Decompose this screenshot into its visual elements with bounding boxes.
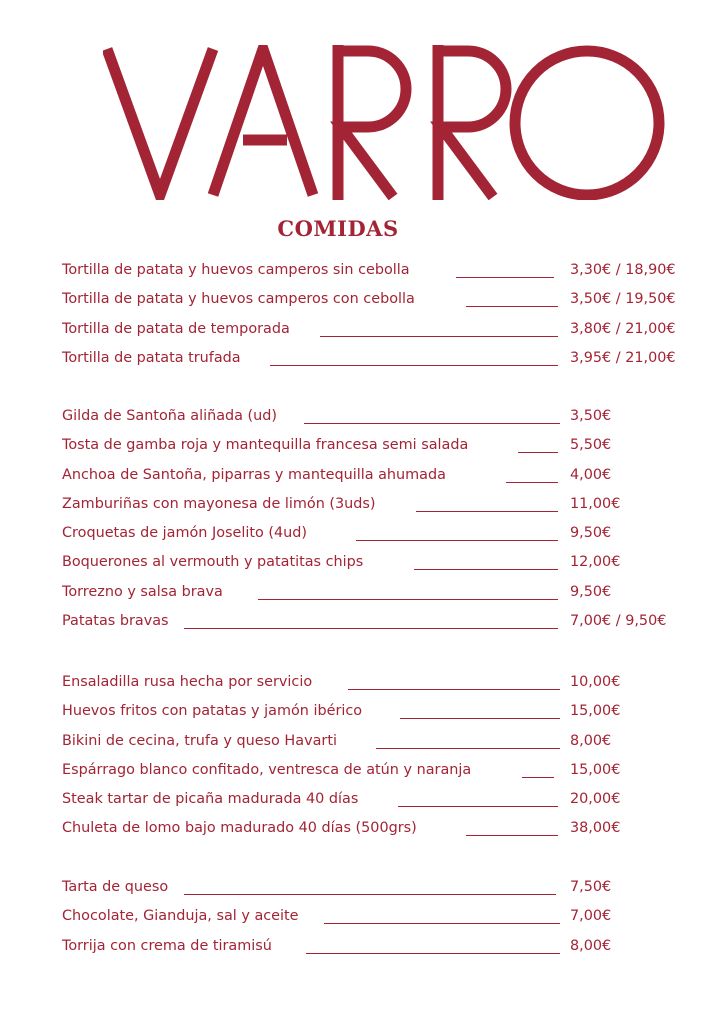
dotted-leader (258, 599, 558, 600)
menu-item (62, 348, 702, 377)
section-title: COMIDAS (277, 216, 399, 241)
menu-item (62, 260, 702, 289)
menu-group-postres (62, 877, 702, 965)
dotted-leader (184, 628, 558, 629)
menu-item (62, 611, 702, 640)
menu-item-price: 15,00€ (570, 761, 621, 778)
menu-item (62, 760, 702, 789)
dotted-leader (506, 482, 558, 483)
menu-item-price: 11,00€ (570, 495, 621, 512)
menu-item-name: Tortilla de patata trufada (62, 349, 241, 366)
menu-item (62, 936, 702, 965)
menu-item (62, 435, 702, 464)
dotted-leader (320, 336, 558, 337)
dotted-leader (304, 423, 560, 424)
dotted-leader (466, 306, 558, 307)
dotted-leader (398, 806, 558, 807)
menu-item-name: Ensaladilla rusa hecha por servicio (62, 674, 313, 690)
menu-item (62, 552, 702, 581)
menu-item (62, 523, 702, 552)
dotted-leader (416, 511, 558, 512)
dotted-leader (324, 923, 560, 924)
menu-item-name: Chuleta de lomo bajo madurado 40 días (500grs) (62, 820, 417, 837)
varro-logo (103, 45, 665, 200)
menu-item (62, 319, 702, 348)
menu-item-price: 15,00€ (570, 703, 621, 720)
menu-item-price: 10,00€ (570, 674, 621, 690)
dotted-leader (456, 277, 554, 278)
menu-item-price: 9,50€ (570, 525, 612, 542)
menu-item-price: 7,00€ / 9,50€ (570, 613, 667, 630)
menu-item-price: 7,00€ (570, 908, 612, 925)
menu-item (62, 701, 702, 730)
menu-item-price: 3,95€ / 21,00€ (570, 349, 676, 366)
menu-item-price: 3,30€ / 18,90€ (570, 262, 676, 278)
dotted-leader (518, 452, 558, 453)
menu-item-price: 3,50€ (570, 408, 612, 424)
menu-item (62, 465, 702, 494)
dotted-leader (306, 953, 560, 954)
menu-item-name: Gilda de Santoña aliñada (ud) (62, 408, 278, 424)
menu-item-price: 12,00€ (570, 554, 621, 571)
menu-item-price: 4,00€ (570, 466, 612, 483)
menu-item-name: Huevos fritos con patatas y jamón ibérico (62, 703, 363, 720)
menu-item (62, 818, 702, 847)
menu-item (62, 672, 702, 701)
menu-item-name: Croquetas de jamón Joselito (4ud) (62, 525, 308, 542)
menu-item (62, 582, 702, 611)
menu-item-price: 5,50€ (570, 437, 612, 454)
menu-item (62, 906, 702, 935)
menu-item-name: Espárrago blanco confitado, ventresca de atún y naranja (62, 761, 472, 778)
menu-item-name: Torrezno y salsa brava (62, 583, 223, 600)
menu-item-name: Patatas bravas (62, 613, 169, 630)
menu-item-name: Tortilla de patata y huevos camperos sin cebolla (62, 262, 410, 278)
menu-item (62, 406, 702, 435)
menu-item-name: Bikini de cecina, trufa y queso Havarti (62, 732, 337, 749)
menu-item (62, 494, 702, 523)
dotted-leader (466, 835, 558, 836)
varro-logo-mark (103, 45, 665, 200)
menu-item-price: 8,00€ (570, 732, 612, 749)
menu-item-price: 9,50€ (570, 583, 612, 600)
menu-item-price: 3,80€ / 21,00€ (570, 320, 676, 337)
menu-item (62, 731, 702, 760)
menu-item-price: 3,50€ / 19,50€ (570, 291, 676, 308)
menu-item-name: Tarta de queso (62, 879, 169, 895)
dotted-leader (270, 365, 558, 366)
menu-group-platos (62, 672, 702, 848)
dotted-leader (348, 689, 560, 690)
menu-item (62, 789, 702, 818)
dotted-leader (414, 569, 558, 570)
dotted-leader (184, 894, 556, 895)
menu-item-name: Zamburiñas con mayonesa de limón (3uds) (62, 495, 376, 512)
menu-item-name: Tortilla de patata de temporada (62, 320, 290, 337)
menu-item (62, 289, 702, 318)
dotted-leader (376, 748, 560, 749)
menu-item-name: Tortilla de patata y huevos camperos con cebolla (62, 291, 415, 308)
menu-item-price: 38,00€ (570, 820, 621, 837)
menu-item (62, 877, 702, 906)
menu-item-price: 7,50€ (570, 879, 612, 895)
menu-item-price: 20,00€ (570, 791, 621, 808)
menu-item-name: Anchoa de Santoña, piparras y mantequilla ahumada (62, 466, 446, 483)
menu-item-name: Boquerones al vermouth y patatitas chips (62, 554, 364, 571)
dotted-leader (356, 540, 558, 541)
menu-item-name: Steak tartar de picaña madurada 40 días (62, 791, 359, 808)
menu-group-tortillas (62, 260, 702, 377)
menu-item-name: Tosta de gamba roja y mantequilla francesa semi salada (62, 437, 469, 454)
menu-item-name: Torrija con crema de tiramisú (62, 937, 272, 954)
dotted-leader (522, 777, 554, 778)
dotted-leader (400, 718, 560, 719)
menu-group-tapas (62, 406, 702, 640)
menu-item-name: Chocolate, Gianduja, sal y aceite (62, 908, 299, 925)
menu-item-price: 8,00€ (570, 937, 612, 954)
